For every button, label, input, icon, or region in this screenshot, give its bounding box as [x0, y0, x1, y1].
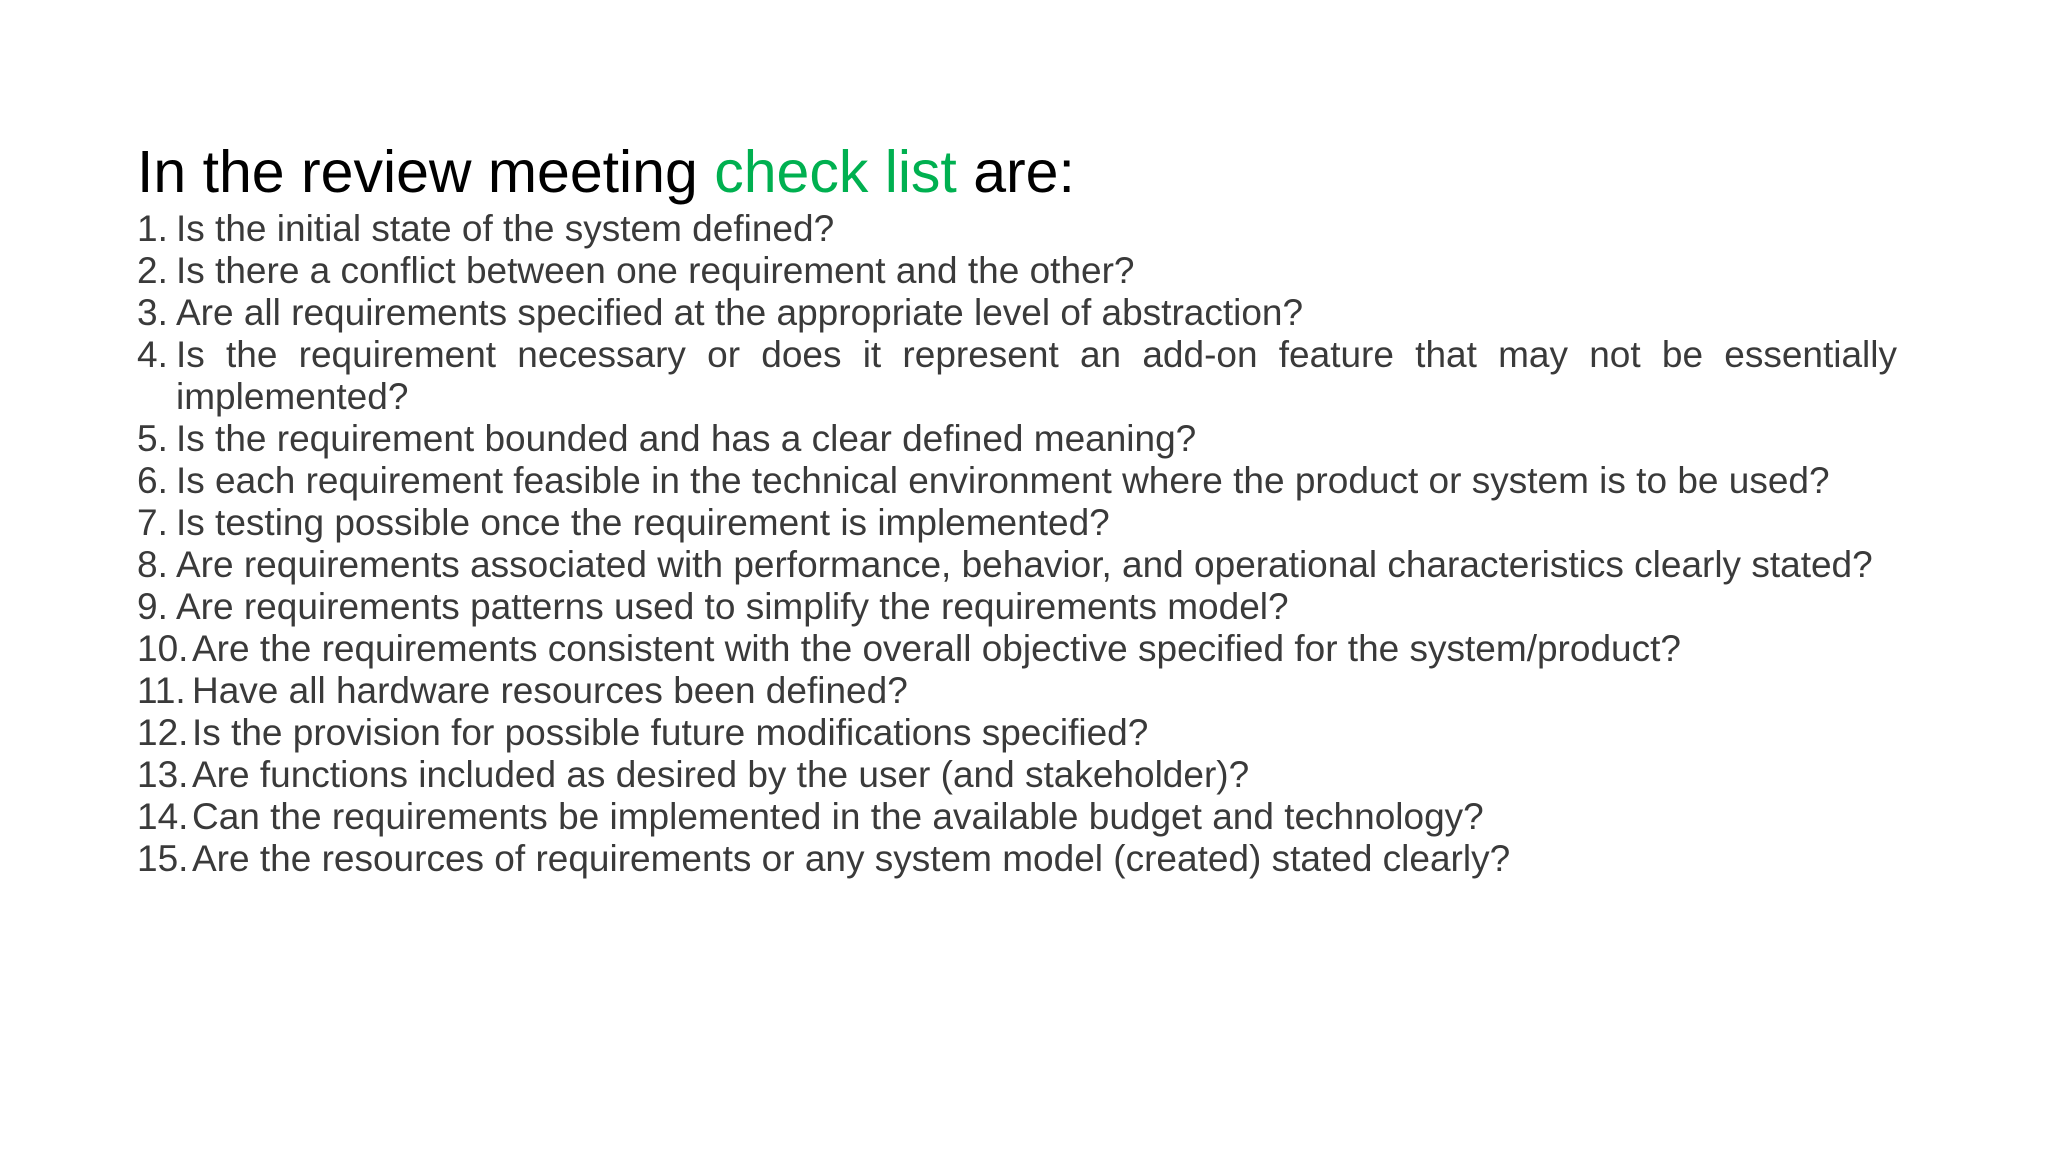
- item-number: 11.: [137, 670, 186, 711]
- item-number: 15.: [137, 838, 189, 879]
- checklist-item: [137, 544, 1897, 586]
- slide-title: [137, 138, 1075, 206]
- item-text: Are the requirements consistent with the overall objective specified for the system/product?: [192, 628, 1681, 669]
- checklist-item: [137, 292, 1897, 334]
- item-text: Is the provision for possible future modifications specified?: [192, 712, 1149, 753]
- checklist-item: [137, 208, 1897, 250]
- item-number: 7.: [137, 502, 168, 543]
- checklist-item: [137, 712, 1897, 754]
- item-number: 2.: [137, 250, 168, 291]
- item-text: Are requirements associated with performance, behavior, and operational characteristics clearly stated?: [176, 544, 1873, 585]
- checklist-item: [137, 670, 1897, 712]
- checklist-item: [137, 460, 1897, 502]
- checklist-item: [137, 796, 1897, 838]
- item-text: Are functions included as desired by the user (and stakeholder)?: [192, 754, 1250, 795]
- item-number: 3.: [137, 292, 168, 333]
- item-number: 9.: [137, 586, 168, 627]
- item-number: 4.: [137, 334, 168, 375]
- item-number: 10.: [137, 628, 189, 669]
- title-text-after: are:: [956, 139, 1075, 205]
- item-number: 13.: [137, 754, 189, 795]
- checklist-item: [137, 418, 1897, 460]
- item-text: Are all requirements specified at the appropriate level of abstraction?: [176, 292, 1304, 333]
- item-number: 14.: [137, 796, 189, 837]
- title-text-before: In the review meeting: [137, 139, 715, 205]
- item-text: Are requirements patterns used to simplify the requirements model?: [176, 586, 1289, 627]
- checklist-item: [137, 250, 1897, 292]
- checklist-item: [137, 502, 1897, 544]
- item-number: 1.: [137, 208, 168, 249]
- checklist-item: [137, 586, 1897, 628]
- review-checklist: [137, 208, 1897, 880]
- item-text: Is the requirement necessary or does it represent an add-on feature that may not be essentially implemented?: [176, 334, 1897, 417]
- item-text: Is each requirement feasible in the technical environment where the product or system is to be used?: [176, 460, 1830, 501]
- item-text: Can the requirements be implemented in the available budget and technology?: [192, 796, 1484, 837]
- item-number: 5.: [137, 418, 168, 459]
- item-text: Have all hardware resources been defined?: [192, 670, 908, 711]
- item-text: Is testing possible once the requirement is implemented?: [176, 502, 1110, 543]
- checklist-item: [137, 754, 1897, 796]
- title-highlight: check list: [714, 139, 957, 205]
- item-text: Is the requirement bounded and has a clear defined meaning?: [176, 418, 1197, 459]
- item-text: Is the initial state of the system defined?: [176, 208, 835, 249]
- item-text: Are the resources of requirements or any system model (created) stated clearly?: [192, 838, 1511, 879]
- item-number: 8.: [137, 544, 168, 585]
- item-text: Is there a conflict between one requirement and the other?: [176, 250, 1135, 291]
- checklist-item: [137, 628, 1897, 670]
- item-number: 12.: [137, 712, 189, 753]
- checklist-item: [137, 838, 1897, 880]
- checklist-item: [137, 334, 1897, 418]
- item-number: 6.: [137, 460, 168, 501]
